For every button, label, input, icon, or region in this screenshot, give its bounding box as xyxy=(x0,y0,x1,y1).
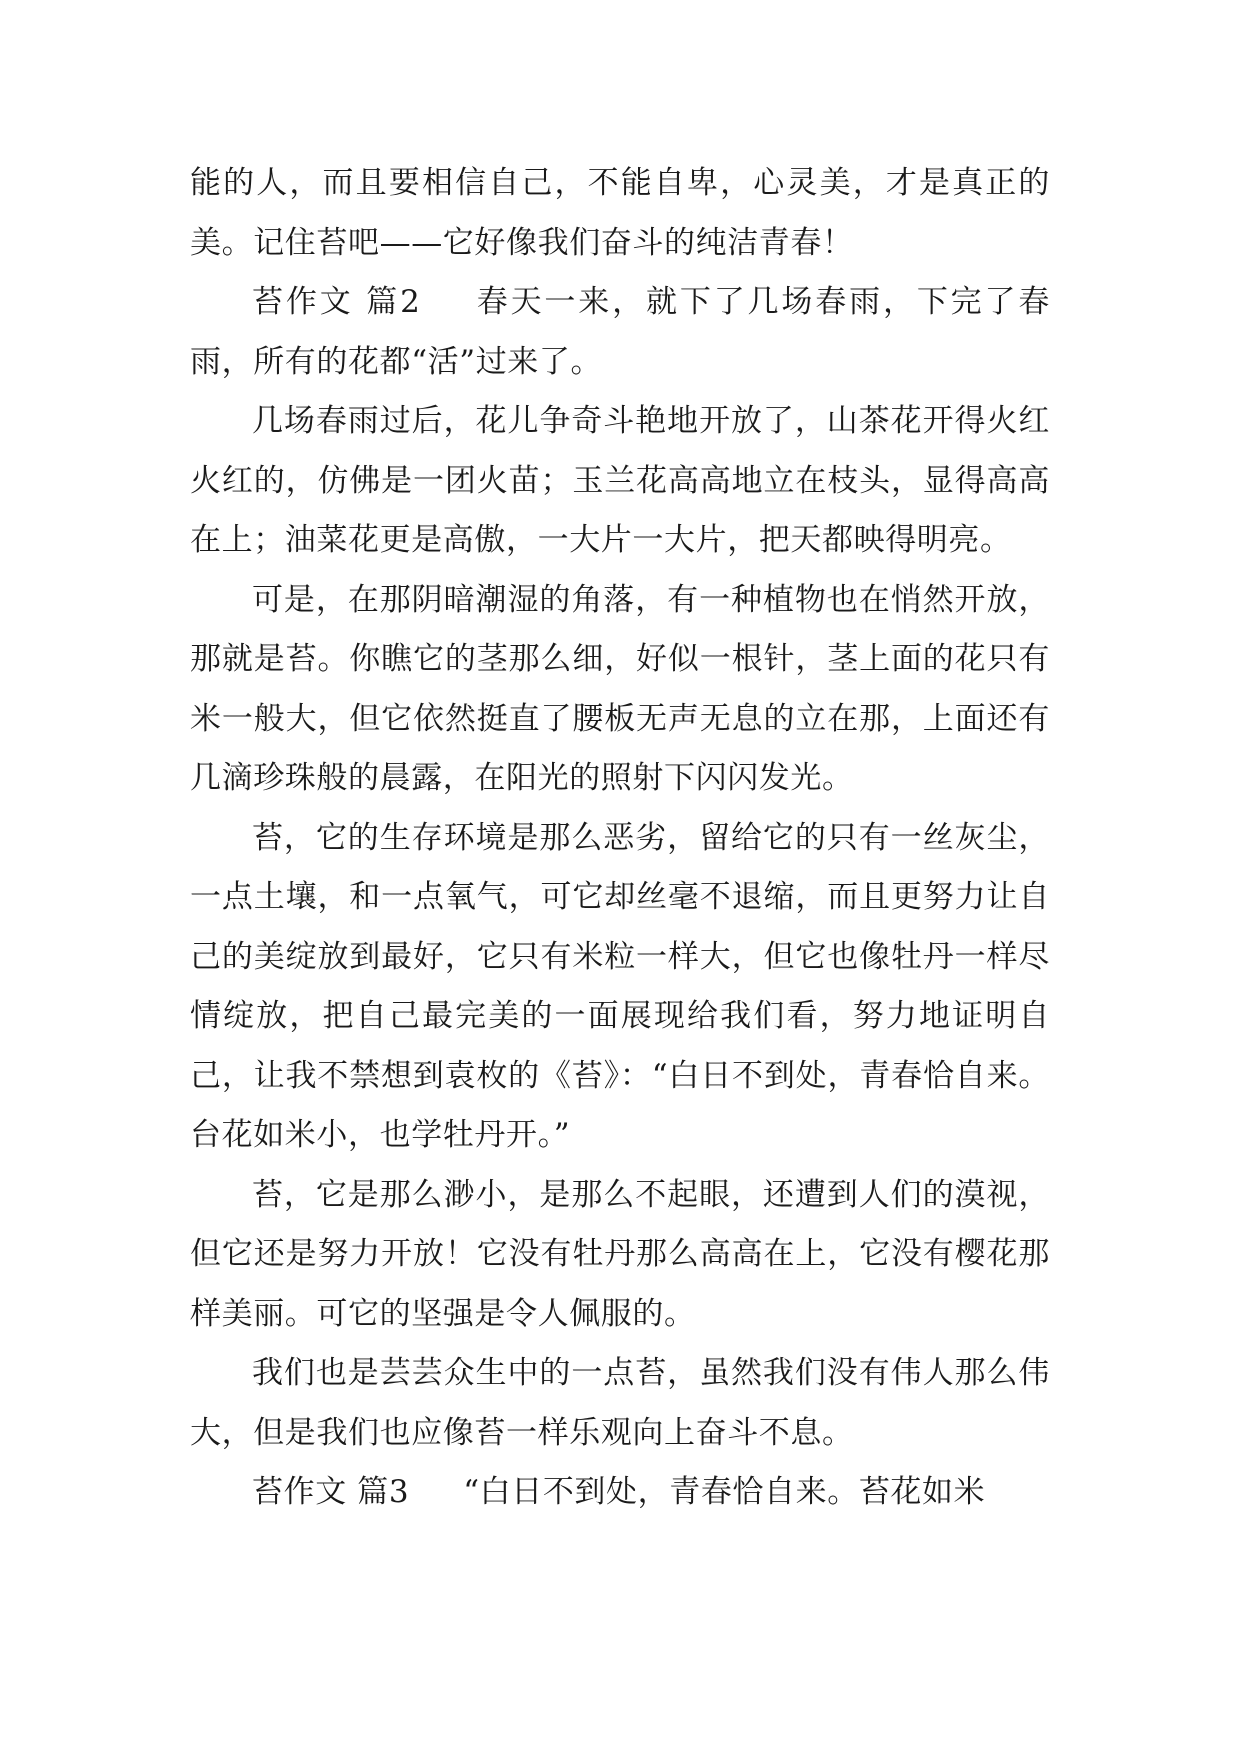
document-body xyxy=(190,154,1050,1523)
paragraph xyxy=(190,809,1050,1166)
paragraph-text: 可是，在那阴暗潮湿的角落，有一种植物也在悄然开放，那就是苔。你瞧它的茎那么细，好似一根针，茎上面的花只有米一般大，但它依然挺直了腰板无声无息的立在那，上面还有几滴珍珠般的晨露，在阳光的照射下闪闪发光。 xyxy=(190,581,1050,796)
paragraph xyxy=(190,1166,1050,1345)
section-paragraph xyxy=(190,1463,1050,1523)
paragraph xyxy=(190,1344,1050,1463)
paragraph-text: 能的人，而且要相信自己，不能自卑，心灵美，才是真正的美。记住苔吧——它好像我们奋斗的纯洁青春！ xyxy=(190,165,1050,261)
section-paragraph xyxy=(190,273,1050,392)
paragraph xyxy=(190,154,1050,273)
paragraph-text: “白日不到处，青春恰自来。苔花如米 xyxy=(463,1474,986,1510)
paragraph-text: 苔，它是那么渺小，是那么不起眼，还遭到人们的漠视，但它还是努力开放！它没有牡丹那么高高在上，它没有樱花那样美丽。可它的坚强是令人佩服的。 xyxy=(190,1176,1050,1332)
paragraph xyxy=(190,392,1050,571)
paragraph-text: 几场春雨过后，花儿争奇斗艳地开放了，山茶花开得火红火红的，仿佛是一团火苗；玉兰花高高地立在枝头，显得高高在上；油菜花更是高傲，一大片一大片，把天都映得明亮。 xyxy=(190,403,1050,558)
paragraph xyxy=(190,571,1050,809)
paragraph-text: 苔，它的生存环境是那么恶劣，留给它的只有一丝灰尘，一点土壤，和一点氧气，可它却丝毫不退缩，而且更努力让自己的美绽放到最好，它只有米粒一样大，但它也像牡丹一样尽情绽放，把自己最完美的一面展现给我们看，努力地证明自己，让我不禁想到袁枚的《苔》：“白日不到处，青春恰自来。台花如米小，也学牡丹开。” xyxy=(190,819,1050,1153)
section-heading: 苔作文 篇3 xyxy=(252,1474,410,1510)
paragraph-text: 春天一来，就下了几场春雨，下完了春雨，所有的花都“活”过来了。 xyxy=(190,284,1050,380)
paragraph-text: 我们也是芸芸众生中的一点苔，虽然我们没有伟人那么伟大，但是我们也应像苔一样乐观向上奋斗不息。 xyxy=(190,1355,1050,1451)
section-heading: 苔作文 篇2 xyxy=(252,284,421,320)
